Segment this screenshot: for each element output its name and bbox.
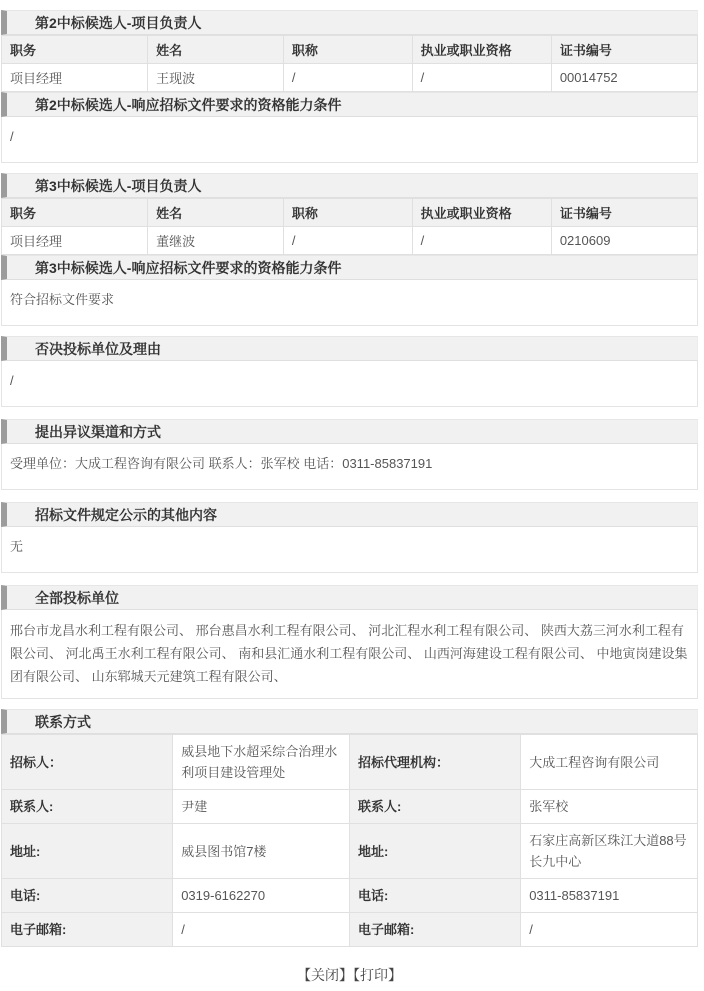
col-qualification: 执业或职业资格	[412, 199, 551, 227]
table-row	[2, 227, 698, 255]
section-title: 全部投标单位	[35, 590, 119, 606]
contact-table	[1, 734, 698, 947]
label-address-1: 地址:	[2, 824, 173, 879]
candidate2-leader-table	[1, 35, 698, 92]
col-cert-number: 证书编号	[551, 199, 697, 227]
col-position: 职务	[2, 199, 148, 227]
label-contact-person-2: 联系人:	[349, 790, 520, 824]
cell-position: 项目经理	[2, 227, 148, 255]
contact-row-address	[2, 824, 698, 879]
cell-position: 项目经理	[2, 64, 148, 92]
section-title: 否决投标单位及理由	[35, 341, 161, 357]
section-title: 提出异议渠道和方式	[35, 424, 161, 440]
label-phone-2: 电话:	[349, 879, 520, 913]
value-contact-person-2: 张军校	[521, 790, 698, 824]
value-address-1: 威县图书馆7楼	[173, 824, 350, 879]
label-phone-1: 电话:	[2, 879, 173, 913]
section-title: 招标文件规定公示的其他内容	[35, 507, 217, 523]
label-email-1: 电子邮箱:	[2, 913, 173, 947]
other-content-body: 无	[1, 527, 698, 573]
cell-cert-number: 0210609	[551, 227, 697, 255]
print-button[interactable]: 【打印】	[353, 967, 402, 983]
section-title: 第3中标候选人-响应招标文件要求的资格能力条件	[35, 260, 342, 276]
section-title: 第2中标候选人-项目负责人	[35, 15, 202, 31]
candidate2-qualification-header	[1, 92, 698, 117]
section-candidate3	[1, 173, 698, 326]
section-rejection	[1, 336, 698, 407]
close-button[interactable]: 【关闭】	[297, 967, 353, 983]
col-name: 姓名	[148, 199, 284, 227]
value-email-2: /	[521, 913, 698, 947]
contact-header	[1, 709, 698, 734]
candidate3-leader-table	[1, 198, 698, 255]
section-contact	[1, 709, 698, 947]
cell-name: 王现波	[148, 64, 284, 92]
cell-title: /	[283, 64, 412, 92]
col-cert-number: 证书编号	[551, 36, 697, 64]
value-tenderer: 威县地下水超采综合治理水利项目建设管理处	[173, 735, 350, 790]
section-objection	[1, 419, 698, 490]
table-row	[2, 64, 698, 92]
label-contact-person-1: 联系人:	[2, 790, 173, 824]
section-other-content	[1, 502, 698, 573]
label-agency: 招标代理机构：	[349, 735, 520, 790]
value-phone-1: 0319-6162270	[173, 879, 350, 913]
label-address-2: 地址:	[349, 824, 520, 879]
rejection-content: /	[1, 361, 698, 407]
other-content-header	[1, 502, 698, 527]
col-position: 职务	[2, 36, 148, 64]
candidate3-leader-header	[1, 173, 698, 198]
section-candidate2	[1, 10, 698, 163]
contact-row-person	[2, 790, 698, 824]
col-title: 职称	[283, 36, 412, 64]
candidate2-qualification-content: /	[1, 117, 698, 163]
label-tenderer: 招标人：	[2, 735, 173, 790]
all-bidders-header	[1, 585, 698, 610]
cell-cert-number: 00014752	[551, 64, 697, 92]
bid-announcement-page	[1, 0, 698, 991]
contact-row-email	[2, 913, 698, 947]
candidate3-qualification-header	[1, 255, 698, 280]
table-header-row	[2, 199, 698, 227]
value-email-1: /	[173, 913, 350, 947]
section-all-bidders	[1, 585, 698, 699]
col-title: 职称	[283, 199, 412, 227]
objection-header	[1, 419, 698, 444]
all-bidders-content: 邢台市龙昌水利工程有限公司、 邢台惠昌水利工程有限公司、 河北汇程水利工程有限公司、 陕西大荔三河水利工程有限公司、 河北禹王水利工程有限公司、 南和县汇通水利工程有限公司、 山西河海建设工程有限公司、 中地寅岗建设集团有限公司、 山东郓城天元建筑工程有限公司、	[1, 610, 698, 699]
footer-actions	[1, 957, 698, 991]
contact-row-tenderer	[2, 735, 698, 790]
section-title: 第2中标候选人-响应招标文件要求的资格能力条件	[35, 97, 342, 113]
cell-name: 董继波	[148, 227, 284, 255]
candidate3-qualification-content: 符合招标文件要求	[1, 280, 698, 326]
label-email-2: 电子邮箱:	[349, 913, 520, 947]
value-agency: 大成工程咨询有限公司	[521, 735, 698, 790]
section-title: 联系方式	[35, 714, 91, 730]
candidate2-leader-header	[1, 10, 698, 35]
contact-row-phone	[2, 879, 698, 913]
col-name: 姓名	[148, 36, 284, 64]
table-header-row	[2, 36, 698, 64]
objection-content: 受理单位：大成工程咨询有限公司 联系人：张军校 电话：0311-85837191	[1, 444, 698, 490]
value-phone-2: 0311-85837191	[521, 879, 698, 913]
col-qualification: 执业或职业资格	[412, 36, 551, 64]
rejection-header	[1, 336, 698, 361]
cell-qualification: /	[412, 227, 551, 255]
value-address-2: 石家庄高新区珠江大道88号长九中心	[521, 824, 698, 879]
value-contact-person-1: 尹建	[173, 790, 350, 824]
section-title: 第3中标候选人-项目负责人	[35, 178, 202, 194]
cell-qualification: /	[412, 64, 551, 92]
cell-title: /	[283, 227, 412, 255]
